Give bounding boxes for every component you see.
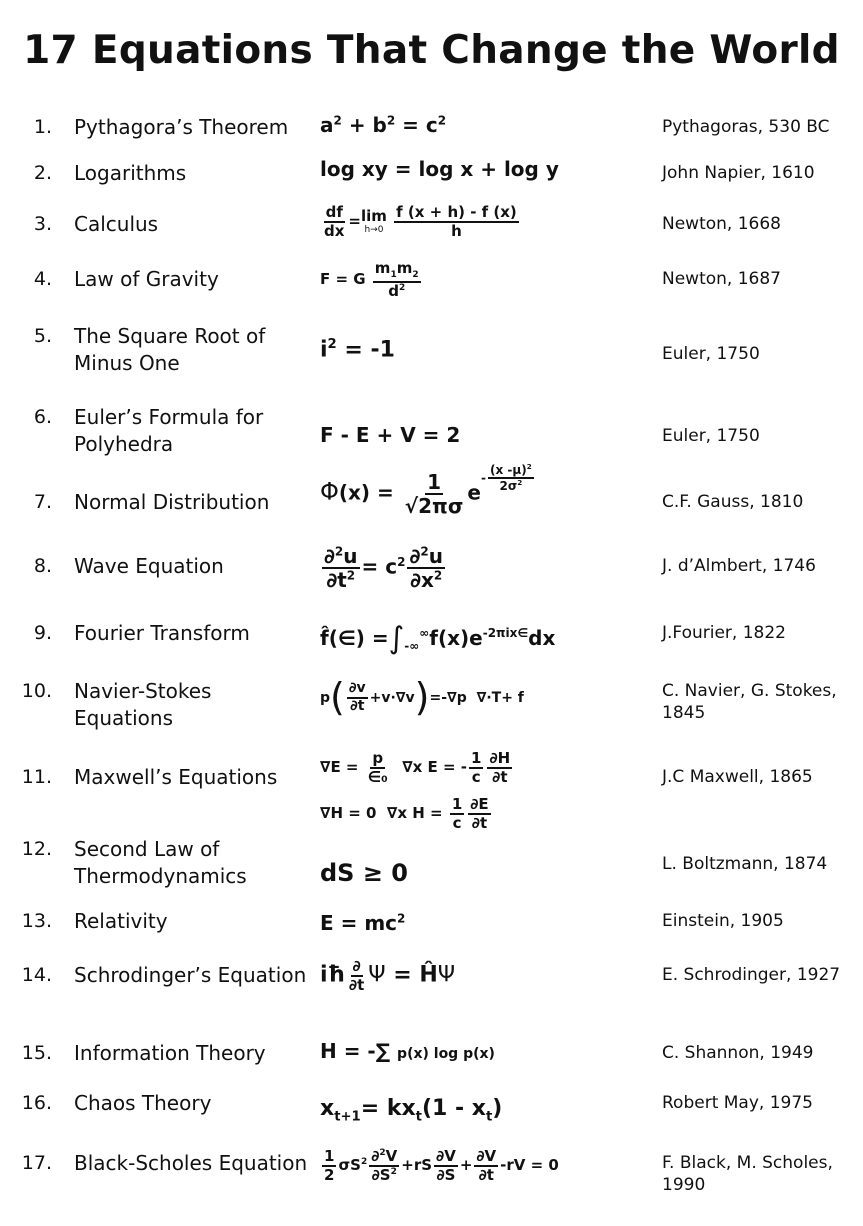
equation-formula: f̂(∈) $=\int_{-\infty}^\infty f(x)e^{-2\pi ix\in}dx$ bbox=[320, 621, 556, 656]
equation-name: Black-Scholes Equation bbox=[74, 1151, 308, 1175]
equation-number: 11. bbox=[21, 766, 52, 788]
equation-formula: $a^2 + b^2 = c^2$ bbox=[320, 113, 447, 137]
equation-formula: $\frac{df}{dx}$ = lim h→0 $\frac{f (x + h) - f (x)}{h}$ bbox=[324, 203, 517, 240]
equation-number: 16. bbox=[21, 1092, 52, 1114]
equation-name: Maxwell’s Equations bbox=[74, 765, 278, 789]
equation-number: 12. bbox=[21, 838, 52, 860]
equation-formula: H = -∑ p(x) log p(x) bbox=[320, 1039, 495, 1063]
equation-credit: F. Black, M. Scholes, 1990 bbox=[662, 1153, 833, 1195]
equation-name: Fourier Transform bbox=[74, 621, 250, 645]
equation-name: Euler’s Formula for Polyhedra bbox=[74, 405, 264, 456]
equation-name: Relativity bbox=[74, 909, 168, 933]
equation-name: Wave Equation bbox=[74, 554, 224, 578]
equation-credit: L. Boltzmann, 1874 bbox=[662, 854, 828, 874]
equation-formula: ∇E = $\frac{p}{\text{∈₀}}$ ∇x E = - $\frac{1}{c}$ $\frac{\partial H}{\partial t}$ ∇H = 0 ∇x H = $\frac{1}{c}$ $\frac{\partial E}{\partial t}$ bbox=[320, 749, 511, 832]
equation-formula: $x_{t+1}= kx_t(1 - x_t)$ bbox=[320, 1096, 503, 1125]
equation-name: Information Theory bbox=[74, 1041, 266, 1065]
equation-formula: $\frac{\partial^2u}{\partial t^2}$ = $c^2$ $\frac{\partial^2u}{\partial x^2}$ bbox=[324, 544, 443, 592]
equation-credit: J.Fourier, 1822 bbox=[662, 623, 786, 643]
equation-credit: C. Shannon, 1949 bbox=[662, 1043, 814, 1063]
equation-number: 6. bbox=[33, 406, 52, 428]
equation-number: 3. bbox=[33, 213, 52, 235]
equation-credit: Einstein, 1905 bbox=[662, 911, 784, 931]
equation-credit: Euler, 1750 bbox=[662, 344, 760, 364]
equation-formula: $\frac{1}{2}$ $\sigma S^2$ $\frac{\partial^2V}{\partial S^2}$ +rS $\frac{\partial V}{\partial S}$ + $\frac{\partial V}{\partial t}$ -rV = 0 bbox=[324, 1147, 559, 1184]
equation-formula: F = G $\frac{m_1m_2}{d^2}$ bbox=[320, 259, 419, 300]
equation-formula: F - E + V = 2 bbox=[320, 423, 461, 447]
equation-name: Chaos Theory bbox=[74, 1091, 212, 1115]
equation-number: 14. bbox=[21, 964, 52, 986]
equation-credit: C.F. Gauss, 1810 bbox=[662, 492, 804, 512]
equation-number: 10. bbox=[21, 680, 52, 702]
equation-name: Second Law of Thermodynamics bbox=[74, 837, 247, 888]
equation-name: Law of Gravity bbox=[74, 267, 219, 291]
equation-name: Schrodinger’s Equation bbox=[74, 963, 307, 987]
equation-credit: J. d’Almbert, 1746 bbox=[662, 556, 816, 576]
equation-name: Calculus bbox=[74, 212, 159, 236]
equation-formula: $i^2 = -1$ bbox=[320, 337, 395, 363]
equation-credit: John Napier, 1610 bbox=[662, 163, 815, 183]
equation-number: 15. bbox=[21, 1042, 52, 1064]
equation-formula: log xy = log x + log y bbox=[320, 157, 559, 181]
equation-credit: Newton, 1687 bbox=[662, 269, 781, 289]
equation-number: 8. bbox=[33, 555, 52, 577]
page-title: 17 Equations That Change the World bbox=[23, 28, 840, 73]
equation-name: The Square Root of Minus One bbox=[74, 324, 266, 375]
equation-name: Navier-Stokes Equations bbox=[74, 679, 212, 730]
equation-name: Logarithms bbox=[74, 161, 187, 185]
equation-formula: p( $\frac{\partial v}{\partial t}$ +v·∇v)=-∇p ∇·T+ f bbox=[320, 675, 524, 719]
equation-credit: J.C Maxwell, 1865 bbox=[662, 767, 813, 787]
equation-number: 13. bbox=[21, 910, 52, 932]
equation-credit: Newton, 1668 bbox=[662, 214, 781, 234]
equation-number: 5. bbox=[33, 325, 52, 347]
equation-credit: Pythagoras, 530 BC bbox=[662, 117, 830, 137]
equation-number: 9. bbox=[33, 622, 52, 644]
equation-number: 17. bbox=[21, 1152, 52, 1174]
equation-formula: dS ≥ 0 bbox=[320, 859, 408, 887]
equation-name: Normal Distribution bbox=[74, 490, 270, 514]
equation-name: Pythagora’s Theorem bbox=[74, 115, 289, 139]
equation-number: 4. bbox=[33, 268, 52, 290]
equation-formula: iħ $\frac{\partial}{\partial t}$ Ψ = ĤΨ bbox=[320, 957, 456, 994]
equation-number: 1. bbox=[33, 116, 52, 138]
equation-credit: Robert May, 1975 bbox=[662, 1093, 813, 1113]
equation-credit: C. Navier, G. Stokes, 1845 bbox=[662, 681, 837, 723]
equation-number: 7. bbox=[33, 491, 52, 513]
equation-credit: E. Schrodinger, 1927 bbox=[662, 965, 841, 985]
equation-credit: Euler, 1750 bbox=[662, 426, 760, 446]
equation-number: 2. bbox=[33, 162, 52, 184]
equation-formula: $E = mc^2$ bbox=[320, 911, 406, 935]
equation-formula: Φ(x) = $\frac{1}{√2\pi\sigma}$ $e^{- \frac{(x -\mu)^2}{2\sigma^2}}$ bbox=[320, 462, 532, 519]
